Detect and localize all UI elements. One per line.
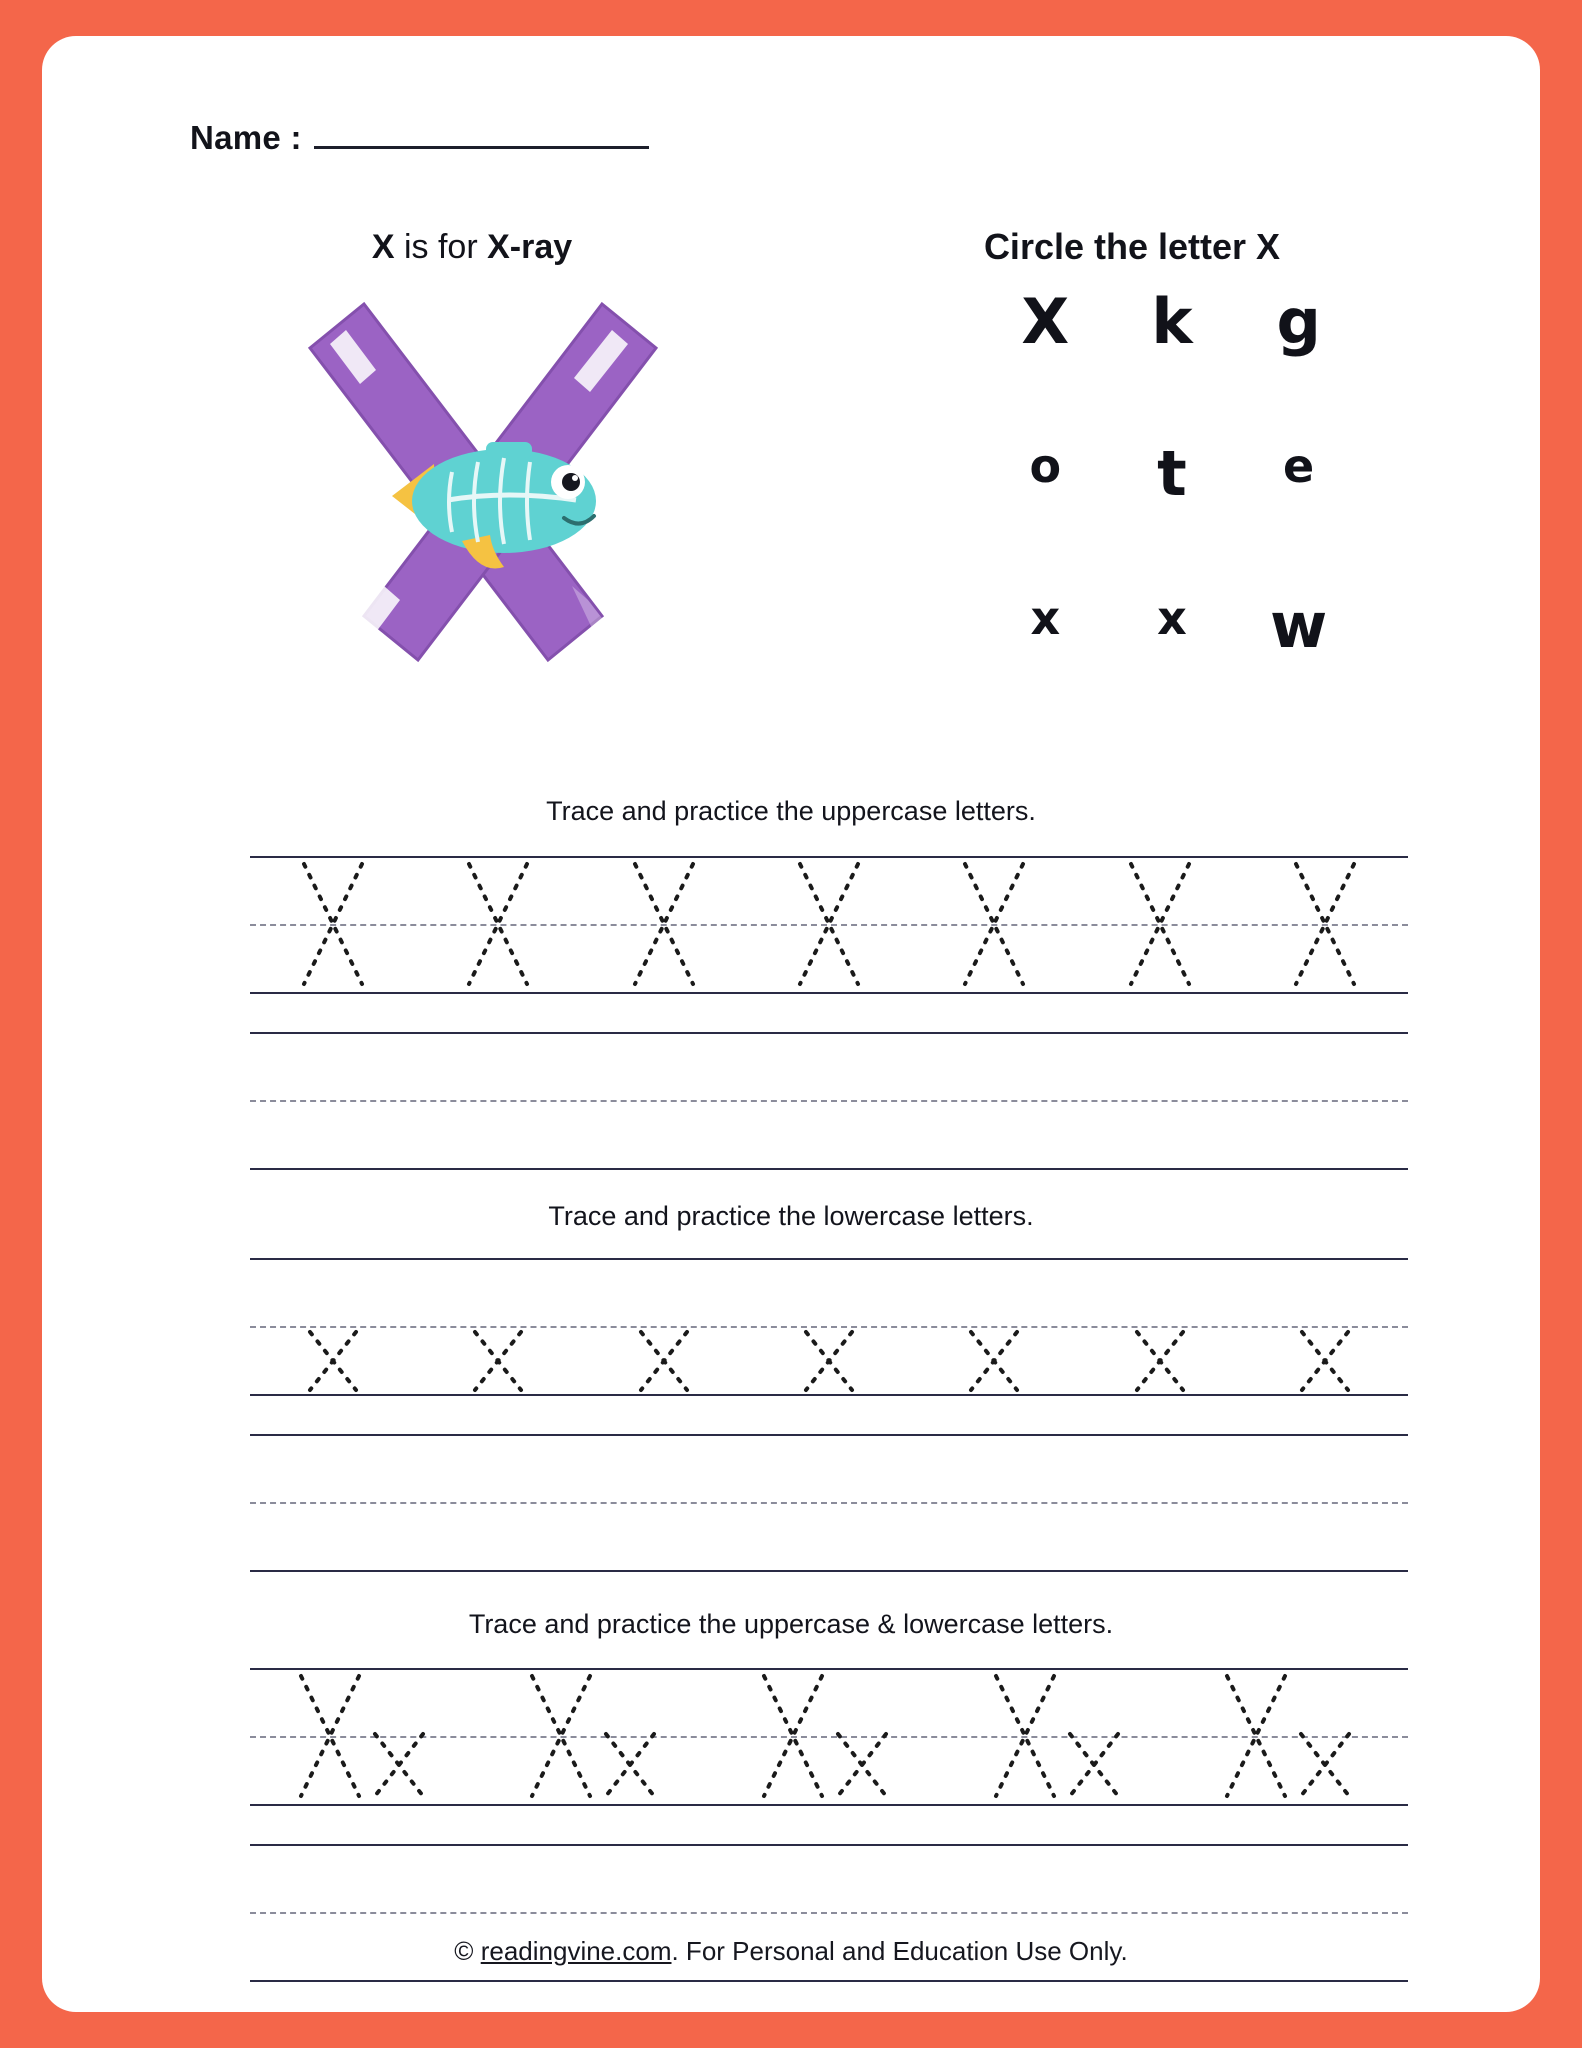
- circle-activity-title: Circle the letter X: [983, 226, 1281, 267]
- instruction-lowercase: Trace and practice the lowercase letters.: [548, 1201, 1034, 1231]
- rule-line-dashed: [250, 1100, 1408, 1102]
- trace-glyph-x[interactable]: [963, 1328, 1025, 1396]
- trace-glyph-Xx[interactable]: [1217, 1670, 1367, 1810]
- rule-line: [250, 1844, 1408, 1846]
- trace-glyph-Xx[interactable]: [754, 1670, 904, 1810]
- circle-letter-option[interactable]: o: [1029, 439, 1062, 493]
- rule-line-dashed: [250, 1502, 1408, 1504]
- circle-letter-grid: [982, 285, 1362, 662]
- trace-glyph-x[interactable]: [1294, 1328, 1356, 1396]
- circle-letter-option[interactable]: t: [1157, 437, 1187, 510]
- rule-line: [250, 1258, 1408, 1260]
- rule-line: [250, 1668, 1408, 1670]
- circle-letter-option[interactable]: e: [1283, 439, 1315, 493]
- mixed-trace-row[interactable]: [250, 1670, 1408, 1810]
- footer-rest: . For Personal and Education Use Only.: [671, 1936, 1128, 1966]
- trace-glyph-x[interactable]: [633, 1328, 695, 1396]
- name-blank-line[interactable]: [314, 116, 649, 149]
- footer-credit: [42, 1936, 1540, 1967]
- heading-middle: is for: [394, 228, 488, 266]
- name-row: [190, 116, 649, 157]
- trace-glyph-x[interactable]: [467, 1328, 529, 1396]
- rule-line: [250, 1570, 1408, 1572]
- worksheet-sheet: [42, 36, 1540, 2012]
- trace-glyph-x[interactable]: [1129, 1328, 1191, 1396]
- rule-line: [250, 1394, 1408, 1396]
- lowercase-trace-row[interactable]: [250, 1328, 1408, 1396]
- instruction-mixed: Trace and practice the uppercase & lowercase letters.: [468, 1609, 1114, 1639]
- trace-glyph-x[interactable]: [302, 1328, 364, 1396]
- rule-line: [250, 1168, 1408, 1170]
- heading-letter: X: [371, 228, 395, 266]
- rule-line: [250, 1804, 1408, 1806]
- footer-copyright: ©: [454, 1936, 474, 1966]
- lowercase-practice-rules: [250, 1258, 1408, 1558]
- rule-line-dashed: [250, 924, 1408, 926]
- rule-line: [250, 992, 1408, 994]
- footer-site-link[interactable]: readingvine.com: [480, 1936, 672, 1966]
- x-is-for-heading: [257, 228, 687, 267]
- name-label: Name :: [190, 119, 302, 156]
- circle-letter-option[interactable]: x: [1030, 591, 1061, 645]
- mixed-practice-rules: [250, 1668, 1408, 1968]
- circle-letter-option[interactable]: k: [1151, 285, 1193, 358]
- xray-illustration: [272, 286, 692, 706]
- heading-word: X-ray: [487, 228, 573, 266]
- uppercase-practice-rules: [250, 856, 1408, 1156]
- trace-glyph-Xx[interactable]: [291, 1670, 441, 1810]
- rule-line: [250, 856, 1408, 858]
- trace-glyph-Xx[interactable]: [986, 1670, 1136, 1810]
- rule-line: [250, 1980, 1408, 1982]
- rule-line: [250, 1434, 1408, 1436]
- trace-glyph-x[interactable]: [798, 1328, 860, 1396]
- rule-line: [250, 1032, 1408, 1034]
- circle-letter-option[interactable]: x: [1157, 591, 1187, 645]
- trace-glyph-Xx[interactable]: [522, 1670, 672, 1810]
- rule-line-dashed: [250, 1736, 1408, 1738]
- circle-letter-option[interactable]: g: [1276, 285, 1321, 358]
- rule-line-dashed: [250, 1326, 1408, 1328]
- instruction-uppercase: Trace and practice the uppercase letters.: [546, 796, 1036, 826]
- rule-line-dashed: [250, 1912, 1408, 1914]
- circle-letter-option[interactable]: w: [1270, 589, 1328, 662]
- circle-letter-option[interactable]: X: [1021, 285, 1070, 358]
